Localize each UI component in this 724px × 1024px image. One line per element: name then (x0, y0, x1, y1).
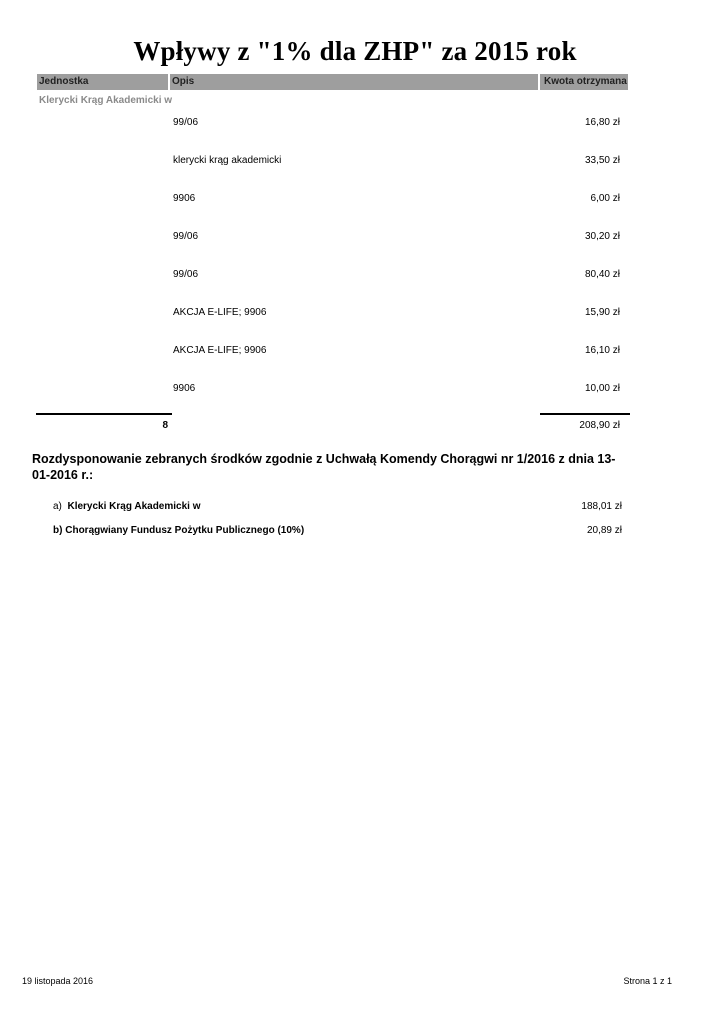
page-title: Wpływy z "1% dla ZHP" za 2015 rok (133, 36, 577, 66)
table-row (0, 231, 724, 245)
table-row (0, 269, 724, 283)
total-amount: 208,90 zł (579, 420, 620, 431)
table-row (0, 117, 724, 131)
row-description: 9906 (173, 193, 196, 204)
allocation-amount: 188,01 zł (581, 501, 622, 512)
allocation-label: Chorągwiany Fundusz Pożytku Publicznego (10%) (65, 525, 305, 536)
row-amount: 6,00 zł (590, 193, 620, 204)
column-header-amount: Kwota otrzymana (540, 74, 628, 90)
row-amount: 80,40 zł (584, 269, 620, 280)
row-amount: 33,50 zł (584, 155, 620, 166)
row-description: 9906 (173, 383, 196, 394)
summary-divider-left (36, 413, 172, 415)
table-row (0, 345, 724, 359)
row-description: AKCJA E-LIFE; 9906 (173, 307, 267, 318)
row-amount: 10,00 zł (584, 383, 620, 394)
row-amount: 16,80 zł (584, 117, 620, 128)
row-description: 99/06 (173, 117, 199, 128)
column-header-unit: Jednostka (37, 74, 168, 90)
footer-page-number: Strona 1 z 1 (623, 976, 672, 986)
row-amount: 30,20 zł (584, 231, 620, 242)
table-row (0, 307, 724, 321)
row-amount: 16,10 zł (584, 345, 620, 356)
allocation-letter: a) (53, 501, 62, 512)
row-description: 99/06 (173, 269, 199, 280)
row-description: klerycki krąg akademicki (173, 155, 282, 166)
row-description: 99/06 (173, 231, 199, 242)
unit-name: Klerycki Krąg Akademicki w (39, 95, 173, 106)
row-count: 8 (162, 420, 168, 431)
footer-date: 19 listopada 2016 (22, 976, 94, 986)
summary-divider-right (540, 413, 630, 415)
column-header-description: Opis (170, 74, 538, 90)
allocation-label: Klerycki Krąg Akademicki w (67, 501, 201, 512)
allocation-amount: 20,89 zł (586, 525, 622, 536)
table-row (0, 383, 724, 397)
table-row (0, 155, 724, 169)
row-description: AKCJA E-LIFE; 9906 (173, 345, 267, 356)
allocation-letter: b) (53, 525, 63, 536)
row-amount: 15,90 zł (584, 307, 620, 318)
table-row (0, 193, 724, 207)
allocation-title: Rozdysponowanie zebranych środków zgodnie z Uchwałą Komendy Chorągwi nr 1/2016 z dnia 13-01-2016 r.: (32, 452, 616, 482)
